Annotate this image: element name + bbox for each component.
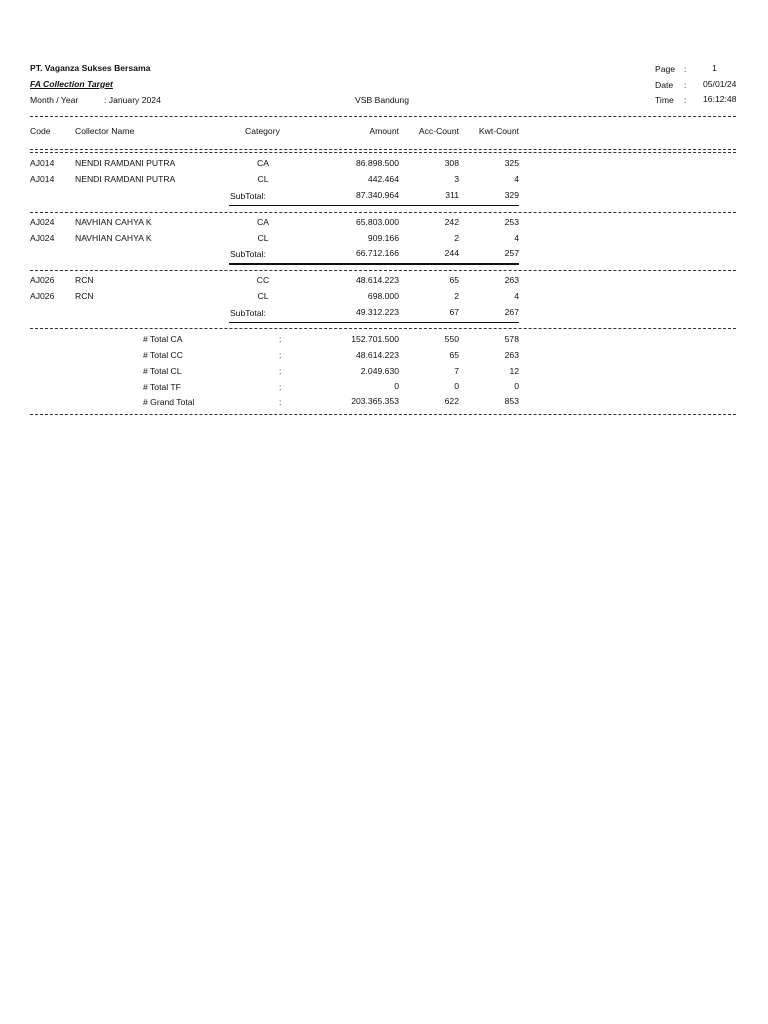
table-row-kwt: 4 bbox=[514, 174, 519, 184]
col-acc-count: Acc-Count bbox=[418, 126, 459, 136]
table-row-code: AJ026 bbox=[30, 291, 55, 301]
table-row-acc: 2 bbox=[454, 233, 459, 243]
table-row-category: CL bbox=[257, 291, 269, 301]
table-row-name: RCN bbox=[75, 275, 94, 285]
grand-total-kwt: 853 bbox=[504, 396, 519, 406]
time-value: 16:12:48 bbox=[703, 94, 737, 104]
total-acc: 65 bbox=[449, 350, 459, 360]
table-row-category: CL bbox=[257, 174, 269, 184]
column-header-divider bbox=[30, 149, 736, 153]
branch-name: VSB Bandung bbox=[355, 95, 409, 105]
table-row-amount: 698.000 bbox=[367, 291, 399, 301]
subtotal-acc: 244 bbox=[444, 248, 459, 258]
table-row-name: RCN bbox=[75, 291, 94, 301]
footer-divider bbox=[30, 414, 736, 415]
subtotal-acc: 311 bbox=[445, 190, 459, 200]
subtotal-label: SubTotal: bbox=[230, 191, 266, 201]
table-row-acc: 65 bbox=[449, 275, 459, 285]
total-amount: 152.701.500 bbox=[351, 334, 399, 344]
subtotal-acc: 67 bbox=[449, 307, 459, 317]
table-row-kwt: 4 bbox=[514, 291, 519, 301]
total-acc: 0 bbox=[454, 381, 459, 391]
total-colon: : bbox=[279, 397, 282, 407]
group-divider bbox=[30, 270, 736, 271]
table-row-name: NAVHIAN CAHYA K bbox=[75, 217, 152, 227]
total-colon: : bbox=[279, 366, 282, 376]
month-year-value: : January 2024 bbox=[104, 95, 161, 105]
total-label: # Total CC bbox=[143, 350, 183, 360]
total-acc: 7 bbox=[454, 366, 459, 376]
table-row-acc: 308 bbox=[444, 158, 459, 168]
group-divider bbox=[30, 328, 736, 329]
total-label: # Total CA bbox=[143, 334, 183, 344]
table-row-kwt: 4 bbox=[514, 233, 519, 243]
subtotal-label: SubTotal: bbox=[230, 249, 266, 259]
company-name: PT. Vaganza Sukses Bersama bbox=[30, 63, 151, 73]
table-row-acc: 2 bbox=[454, 291, 459, 301]
table-row-category: CC bbox=[256, 275, 270, 285]
table-row-code: AJ014 bbox=[30, 158, 55, 168]
table-row-amount: 48.614.223 bbox=[355, 275, 399, 285]
grand-total-acc: 622 bbox=[444, 396, 459, 406]
table-row-amount: 65.803.000 bbox=[355, 217, 399, 227]
subtotal-amount: 87.340.964 bbox=[355, 190, 399, 200]
time-colon: : bbox=[684, 95, 687, 105]
subtotal-underline bbox=[229, 263, 519, 265]
table-row-kwt: 253 bbox=[504, 217, 519, 227]
page-colon: : bbox=[684, 64, 687, 74]
col-kwt-count: Kwt-Count bbox=[478, 126, 519, 136]
subtotal-underline bbox=[229, 205, 519, 206]
report-title: FA Collection Target bbox=[30, 79, 113, 89]
col-amount: Amount bbox=[369, 126, 399, 136]
subtotal-underline bbox=[229, 322, 519, 323]
table-row-category: CL bbox=[257, 233, 269, 243]
table-row-acc: 242 bbox=[444, 217, 459, 227]
table-row-category: CA bbox=[257, 158, 269, 168]
total-amount: 48.614.223 bbox=[355, 350, 399, 360]
total-amount: 2.049.630 bbox=[360, 366, 399, 376]
grand-total-label: # Grand Total bbox=[143, 397, 195, 407]
table-row-amount: 442.464 bbox=[367, 174, 399, 184]
table-row-name: NAVHIAN CAHYA K bbox=[75, 233, 152, 243]
col-code: Code bbox=[30, 126, 51, 136]
table-row-amount: 909.166 bbox=[367, 233, 399, 243]
subtotal-kwt: 329 bbox=[504, 190, 519, 200]
date-label: Date bbox=[655, 80, 674, 90]
total-colon: : bbox=[279, 350, 282, 360]
table-row-name: NENDI RAMDANI PUTRA bbox=[75, 158, 176, 168]
total-acc: 550 bbox=[444, 334, 459, 344]
month-year-label: Month / Year bbox=[30, 95, 79, 105]
table-row-category: CA bbox=[257, 217, 269, 227]
subtotal-amount: 49.312.223 bbox=[355, 307, 399, 317]
total-colon: : bbox=[279, 382, 282, 392]
page-label: Page bbox=[655, 64, 676, 74]
total-colon: : bbox=[279, 334, 282, 344]
total-kwt: 0 bbox=[514, 381, 519, 391]
subtotal-kwt: 257 bbox=[504, 248, 519, 258]
table-row-code: AJ024 bbox=[30, 217, 55, 227]
table-row-kwt: 263 bbox=[504, 275, 519, 285]
grand-total-amount: 203.365.353 bbox=[351, 396, 399, 406]
table-row-code: AJ026 bbox=[30, 275, 55, 285]
total-kwt: 578 bbox=[504, 334, 519, 344]
col-collector-name: Collector Name bbox=[75, 126, 135, 136]
date-value: 05/01/24 bbox=[703, 79, 737, 89]
table-row-acc: 3 bbox=[454, 174, 459, 184]
time-label: Time bbox=[655, 95, 674, 105]
table-row-kwt: 325 bbox=[504, 158, 519, 168]
col-category: Category bbox=[245, 126, 280, 136]
total-kwt: 12 bbox=[509, 366, 519, 376]
page-number: 1 bbox=[712, 63, 717, 73]
total-kwt: 263 bbox=[504, 350, 519, 360]
date-colon: : bbox=[684, 80, 687, 90]
total-label: # Total TF bbox=[143, 382, 181, 392]
table-row-amount: 86.898.500 bbox=[355, 158, 399, 168]
subtotal-kwt: 267 bbox=[504, 307, 519, 317]
table-row-name: NENDI RAMDANI PUTRA bbox=[75, 174, 176, 184]
group-divider bbox=[30, 212, 736, 213]
table-row-code: AJ014 bbox=[30, 174, 55, 184]
subtotal-amount: 66.712.166 bbox=[355, 248, 399, 258]
total-amount: 0 bbox=[394, 381, 399, 391]
table-row-code: AJ024 bbox=[30, 233, 55, 243]
subtotal-label: SubTotal: bbox=[230, 308, 266, 318]
total-label: # Total CL bbox=[143, 366, 182, 376]
header-divider bbox=[30, 116, 736, 117]
